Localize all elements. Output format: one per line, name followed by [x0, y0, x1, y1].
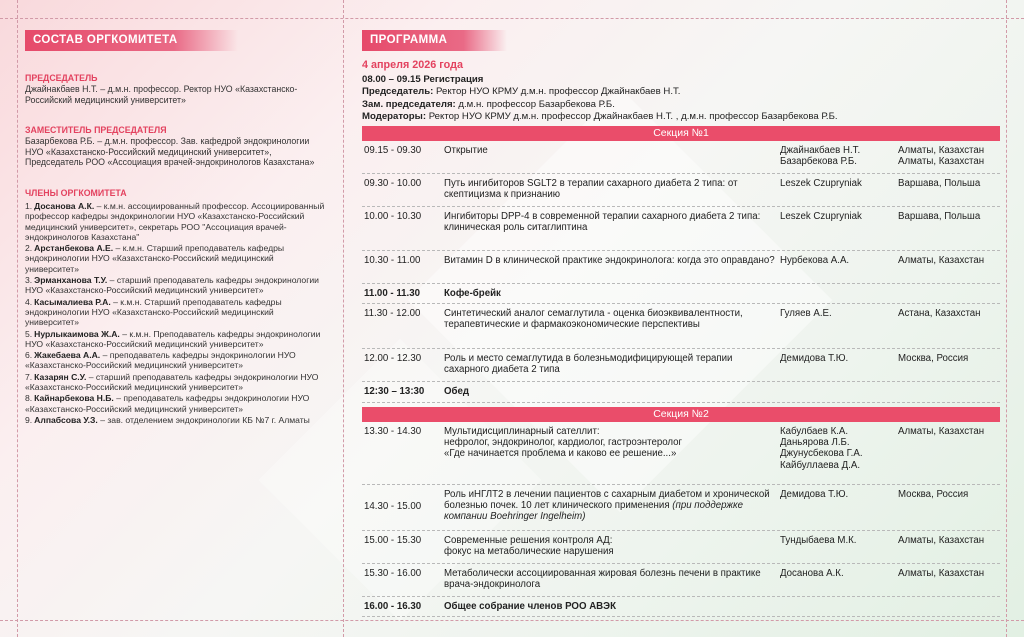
program-speaker-cell: Досанова А.К. — [780, 567, 844, 579]
program-speaker-cell: Нурбекова А.А. — [780, 254, 850, 266]
program-title-cell: Синтетический аналог семаглутила - оценка биоэквивалентности, терапевтические и фармакоэкономические перспективы — [444, 307, 743, 331]
program-row — [362, 531, 1000, 564]
program-city-cell — [898, 284, 1000, 303]
program-city-cell: Алматы, Казахстан — [898, 254, 985, 266]
committee-member: 3. Эрманханова Т.У. – старший преподаватель кафедры эндокринологии НУО «Казахстанско-Российский медицинский университет» — [25, 275, 319, 296]
section-2-bar: Секция №2 — [362, 407, 1000, 422]
guide-line — [343, 0, 344, 637]
program-column — [362, 30, 1000, 617]
program-city-cell — [898, 597, 1000, 616]
committee-member: 7. Казарян С.У. – старший преподаватель кафедры эндокринологии НУО «Казахстанско-Российский медицинский университет» — [25, 371, 319, 393]
program-title-cell: Общее собрание членов РОО АВЭК — [444, 600, 616, 612]
program-city-cell: Астана, Казахстан — [898, 307, 981, 319]
section-1-table — [362, 141, 1000, 403]
deputy-label: ЗАМЕСТИТЕЛЬ ПРЕДСЕДАТЕЛЯ — [25, 125, 167, 136]
program-title-cell: Мультидисциплинарный сателлит: нефролог, эндокринолог, кардиолог, гастроэнтеролог «Где начинается проблема и каково ее решение...» — [444, 425, 683, 460]
program-speaker-cell: Джайнакбаев Н.Т. Базарбекова Р.Б. — [780, 144, 861, 168]
program-city-cell: Алматы, Казахстан — [898, 425, 985, 437]
program-speaker-cell: Leszek Czupryniak — [780, 210, 862, 222]
program-time-cell: 15.00 - 15.30 — [364, 534, 422, 546]
moderators-line: Модераторы: Ректор НУО КРМУ д.м.н. профессор Джайнакбаев Н.Т. , д.м.н. профессор Базарбекова Р.Б. — [362, 111, 838, 123]
committee-member: 5. Нурлыкаимова Ж.А. – к.м.н. Преподаватель кафедры эндокринологии НУО «Казахстанско-Российский медицинский университет» — [25, 328, 321, 349]
program-row — [362, 284, 1000, 304]
program-title-cell: Обед — [444, 385, 470, 397]
program-time-cell: 12.00 - 12.30 — [364, 352, 422, 364]
program-row — [362, 174, 1000, 207]
guide-line — [0, 620, 1024, 621]
committee-member: 6. Жакебаева А.А. – преподаватель кафедры эндокринологии НУО «Казахстанско-Российский медицинский университет» — [25, 350, 296, 371]
chair-line: Председатель: Ректор НУО КРМУ д.м.н. профессор Джайнакбаев Н.Т. — [362, 86, 681, 98]
program-time-cell: 11.30 - 12.00 — [364, 307, 421, 319]
chair-label: ПРЕДСЕДАТЕЛЬ — [25, 73, 98, 83]
committee-column — [25, 30, 325, 426]
deputy-text: Базарбекова Р.Б. – д.м.н. профессор. Зав. кафедрой эндокринологии НУО «Казахстанско-Российский медицинский университет», Председатель РОО «Ассоциация врачей-эндокринологов Казахстана» — [25, 136, 315, 168]
members-label: ЧЛЕНЫ ОРГКОМИТЕТА — [25, 187, 127, 198]
program-title-cell: Витамин D в клинической практике эндокринолога: когда это оправдано? — [444, 254, 775, 266]
program-time-cell: 13.30 - 14.30 — [364, 425, 422, 437]
program-speaker-cell: Leszek Czupryniak — [780, 177, 862, 189]
program-row — [362, 422, 1000, 485]
guide-line — [17, 0, 18, 637]
program-row — [362, 141, 1000, 174]
program-header: ПРОГРАММА — [362, 30, 507, 51]
program-title-cell: Роль и место семаглутида в болезньмодифицирующей терапии сахарного диабета 2 типа — [444, 352, 733, 376]
program-speaker-cell — [780, 597, 898, 616]
committee-member: 9. Алпабсова У.З. – зав. отделением эндокринологии КБ №7 г. Алматы — [25, 414, 310, 425]
program-city-cell: Алматы, Казахстан — [898, 567, 985, 579]
program-city-cell: Алматы, Казахстан Алматы, Казахстан — [898, 144, 985, 168]
program-city-cell — [898, 382, 1000, 402]
committee-member: 1. Досанова А.К. – к.м.н. ассоциированный профессор. Ассоциированный профессор кафедры эндокринологии НУО «Казахстанско-Российский медицинский университет», секретарь РОО "Ассоциация врачей-эндокринологов Казахстана" — [25, 200, 325, 242]
program-time-cell: 10.30 - 11.00 — [364, 254, 421, 266]
program-date: 4 апреля 2026 года — [362, 59, 463, 71]
program-time-cell: 09.15 - 09.30 — [364, 144, 422, 156]
program-title-cell: Роль иНГЛТ2 в лечении пациентов с сахарным диабетом и хронической болезнью почек. 10 лет клинического применения (при поддержке компании Boehringer Ingelheim) — [444, 488, 770, 523]
program-time-cell: 14.30 - 15.00 — [364, 500, 422, 512]
guide-line — [1006, 0, 1007, 637]
program-row — [362, 349, 1000, 382]
members-list — [25, 201, 325, 425]
program-title-cell: Ингибиторы DPP-4 в современной терапии сахарного диабета 2 типа: клиническая роль ситаглиптина — [444, 210, 761, 234]
program-city-cell: Варшава, Польша — [898, 210, 981, 222]
program-time-cell: 10.00 - 10.30 — [364, 210, 422, 222]
program-time-cell: 16.00 - 16.30 — [364, 600, 422, 612]
deputy-line: Зам. председателя: д.м.н. профессор Базарбекова Р.Б. — [362, 98, 615, 110]
committee-member: 2. Арстанбекова А.Е. – к.м.н. Старший преподаватель кафедры эндокринологии НУО «Казахстанско-Российский медицинский университет» — [25, 243, 285, 274]
program-speaker-cell — [780, 382, 898, 402]
program-row — [362, 207, 1000, 251]
program-city-cell: Варшава, Польша — [898, 177, 981, 189]
registration: 08.00 – 09.15 Регистрация — [362, 74, 484, 85]
program-speaker-cell: Кабулбаев К.А. Даньярова Л.Б. Джунусбекова Г.А. Кайбуллаева Д.А. — [780, 425, 863, 471]
program-row — [362, 485, 1000, 531]
program-time-cell: 15.30 - 16.00 — [364, 567, 422, 579]
program-row — [362, 564, 1000, 597]
program-title-cell: Кофе-брейк — [444, 287, 501, 299]
program-row — [362, 304, 1000, 349]
program-time-cell: 09.30 - 10.00 — [364, 177, 422, 189]
program-city-cell: Москва, Россия — [898, 352, 969, 364]
program-speaker-cell — [780, 284, 898, 303]
committee-member: 8. Кайнарбекова Н.Б. – преподаватель кафедры эндокринологии НУО «Казахстанско-Российский медицинский университет» — [25, 393, 310, 414]
program-title-cell: Метаболически ассоциированная жировая болезнь печени в практике врача-эндокринолога — [444, 567, 761, 591]
program-title-cell: Путь ингибиторов SGLT2 в терапии сахарного диабета 2 типа: от скептицизма к признанию — [444, 177, 738, 201]
chair-text: Джайнакбаев Н.Т. – д.м.н. профессор. Ректор НУО «Казахстанско-Российский медицинский университет» — [25, 84, 298, 105]
program-city-cell: Алматы, Казахстан — [898, 534, 985, 546]
program-title-cell: Современные решения контроля АД: фокус на метаболические нарушения — [444, 534, 614, 558]
section-2-table — [362, 422, 1000, 617]
program-row — [362, 251, 1000, 284]
committee-member: 4. Касымалиева Р.А. – к.м.н. Старший преподаватель кафедры эндокринологии НУО «Казахстанско-Российский медицинский университет» — [25, 296, 282, 328]
guide-line — [0, 18, 1024, 19]
program-row — [362, 382, 1000, 403]
program-city-cell: Москва, Россия — [898, 488, 969, 500]
program-speaker-cell: Демидова Т.Ю. — [780, 488, 849, 500]
program-speaker-cell: Демидова Т.Ю. — [780, 352, 849, 364]
program-title-cell: Открытие — [444, 144, 488, 156]
section-1-bar: Секция №1 — [362, 126, 1000, 141]
program-row — [362, 597, 1000, 617]
program-time-cell: 12:30 – 13:30 — [364, 385, 425, 397]
committee-header: СОСТАВ ОРГКОМИТЕТА — [25, 30, 238, 51]
program-time-cell: 11.00 - 11.30 — [364, 287, 421, 299]
program-speaker-cell: Гуляев А.Е. — [780, 307, 832, 319]
program-speaker-cell: Тундыбаева М.К. — [780, 534, 857, 546]
